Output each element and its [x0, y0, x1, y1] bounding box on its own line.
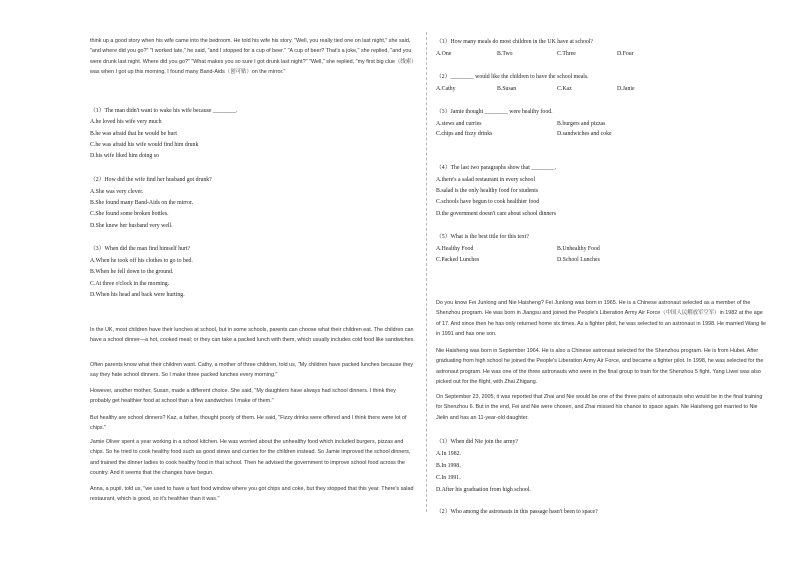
r-question-3-stem: （3）Jamie thought ________ were healthy food. — [436, 109, 553, 115]
passage-2-paragraph-3: However, another mother, Susan, made a different choice. She said, "My daughters have always had school dinners. I think they probably get healthier food at school than a few sandwiches I make of them." — [90, 388, 396, 405]
r-question-1-option-c: C.Three — [557, 51, 576, 57]
r-question-3-option-b: B.burgers and pizzas — [557, 121, 606, 127]
r-question-4-stem: （4）The last two paragraphs show that ________. — [436, 165, 556, 171]
column-divider — [426, 32, 427, 512]
question-2-option-c: C.She found some broken bottles. — [90, 211, 169, 217]
r-question-2-option-b: B.Susan — [497, 86, 517, 92]
question-3-option-b: B.When he fell down to the ground. — [90, 269, 174, 275]
question-2-option-b: B.She found many Band-Aids on the mirror. — [90, 200, 194, 206]
r-question-4-option-b: B.salad is the only healthy food for students — [436, 188, 539, 194]
passage-3-paragraph-3: On September 23, 2005, it was reported that Zhai and Nie would be one of the three pairs of astronauts who would be in the final training for Shenzhou 6. But in the end, Fei and Nie were chosen, and Zhai missed his chance to space again. Nie Haisheng got married to Nie Jielin and has an 11-year-old daughter. — [436, 394, 763, 421]
r-question-6-option-a: A.In 1982. — [436, 451, 461, 457]
passage-2-paragraph-5: Jamie Oliver spent a year working in a school kitchen. He was worried about the unhealthy food which included burgers, pizzas and chips. So he tried to cook healthy food such as good stews and curries for the children instead. So Jamie improved the school dinners, and trained the dinner ladies to cook healthy food in that school. Then he advised the government to improve school food across the country. And it seems that the changes have begun. — [90, 439, 411, 477]
question-1-stem: （1）The man didn't want to wake his wife because ________. — [90, 108, 238, 114]
r-question-6-option-b: B.In 1998. — [436, 463, 461, 469]
r-question-4-option-d: D.the government doesn't care about school dinners — [436, 211, 557, 217]
r-question-1-option-b: B.Two — [497, 51, 513, 57]
question-3-stem: （3）When did the man find himself hurt? — [90, 246, 191, 252]
r-question-3-option-a: A.stews and curries — [436, 121, 482, 127]
passage-3-paragraph-2: Nie Haisheng was born in September 1964. He is also a Chinese astronaut selected for the Shenzhou program. He is from Hubei. After graduating from high school he joined the People's Liberation Army Air Force, and became a fighter pilot. In 1998, he was selected for the astronaut program. He was one of the three astronauts who were in the final group to train for the Shenzhou 5 fight. Yang Liwei was also picked out for the flight, with Zhai Zhigang. — [436, 348, 764, 386]
r-question-1-option-d: D.Four — [617, 51, 634, 57]
r-question-6-option-d: D.After his graduation from high school. — [436, 487, 531, 493]
story-paragraph: think up a good story when his wife came into the bedroom. He told his wife his story. "Well, you really tied one on last night," she said, "and where did you go?" "I worked late," he said, "and I stopped for a cup of beer." "A cup of beer? That's a joke," she replied, "and you were drunk last night. Where did you go?" "What makes you so sure I got drunk last night?" "Well," she replied, "my first big clue（线索）was when I got up this morning, I found many Band-Aids（创可贴）on the mirror." — [90, 38, 417, 76]
r-question-5-option-b: B.Unhealthy Food — [557, 246, 600, 252]
r-question-4-option-a: A.there's a salad restaurant in every school — [436, 177, 536, 183]
r-question-2-option-d: D.Janie — [617, 86, 635, 92]
r-question-3-option-d: D.sandwiches and coke — [557, 131, 612, 137]
passage-2-paragraph-6: Anna, a pupil, told us, "we used to have a fast food window where you got chips and coke, but they stopped that this year. There's salad restaurant, which is good, so it's healthier than it was." — [90, 486, 414, 503]
question-1-option-a: A.he loved his wife very much — [90, 119, 162, 125]
passage-2-paragraph-1: In the UK, most children have their lunches at school, but in some schools, parents can choose what their children eat. The children can have a school dinner—a hot, cooked meal; or they can take a packed lunch with them, which usually includes cold food like sandwiches. — [90, 327, 415, 344]
question-1-option-d: D.his wife liked him doing so — [90, 153, 159, 159]
r-question-3-option-c: C.chips and fizzy drinks — [436, 131, 493, 137]
r-question-2-option-c: C.Kaz — [557, 86, 572, 92]
r-question-1-option-a: A.One — [436, 51, 452, 57]
question-3-option-a: A.When he took off his clothes to go to bed. — [90, 258, 193, 264]
r-question-2-stem: （2）________ would like the children to have the school meals. — [436, 74, 589, 80]
r-question-2-option-a: A.Cathy — [436, 86, 456, 92]
question-1-option-b: B.he was afraid that he would be hurt — [90, 131, 177, 137]
r-question-4-option-c: C.schools have begun to cook healthier food — [436, 199, 540, 205]
r-question-6-option-c: C.In 1991. — [436, 475, 461, 481]
question-2-option-a: A.She was very clever. — [90, 189, 144, 195]
question-2-option-d: D.She knew her husband very well. — [90, 223, 173, 229]
question-3-option-d: D.When his head and back were hurting. — [90, 292, 185, 298]
passage-2-paragraph-4: But healthy are school dinners? Kaz, a father, thought poorly of them. He said, "Fizzy drinks were offered and I think there were lot of chips." — [90, 415, 407, 432]
r-question-5-option-c: C.Packed Lunches — [436, 257, 480, 263]
question-3-option-c: C.At three o'clock in the morning. — [90, 281, 170, 287]
passage-3-paragraph-1: Do you know Fei Junlong and Nie Haisheng? Fei Junlong was born in 1965. He is a Chinese astronaut selected as a member of the Shenzhou program. He was born in Jiangsu and joined the People's Liberation Army Air Force（中国人民解放军空军）in 1982 at the age of 17. And since then he has only returned home six times. As a fighter pilot, he was selected to an astronaut in 1998. He married Wang lie in 1991 and has one son. — [436, 300, 767, 338]
question-1-option-c: C.he was afraid his wife would find him drunk — [90, 142, 199, 148]
question-2-stem: （2）How did the wife find her husband got drunk? — [90, 177, 212, 183]
r-question-5-option-a: A.Healthy Food — [436, 246, 474, 252]
passage-2-paragraph-2: Often parents know what their children want. Cathy, a mother of three children, told us, "My children have packed lunches because they say they hate school dinners. So I make three packed lunches every morning." — [90, 362, 414, 379]
r-question-6-stem: （1）When did Nie join the army? — [436, 439, 518, 445]
r-question-7-stem: （2）Who among the astronauts in this passage hasn't been to space? — [436, 509, 598, 515]
r-question-5-option-d: D.School Lunches — [557, 257, 600, 263]
r-question-1-stem: （1）How many meals do most children in the UK have at school? — [436, 39, 593, 45]
r-question-5-stem: （5）What is the best title for this text? — [436, 234, 529, 240]
